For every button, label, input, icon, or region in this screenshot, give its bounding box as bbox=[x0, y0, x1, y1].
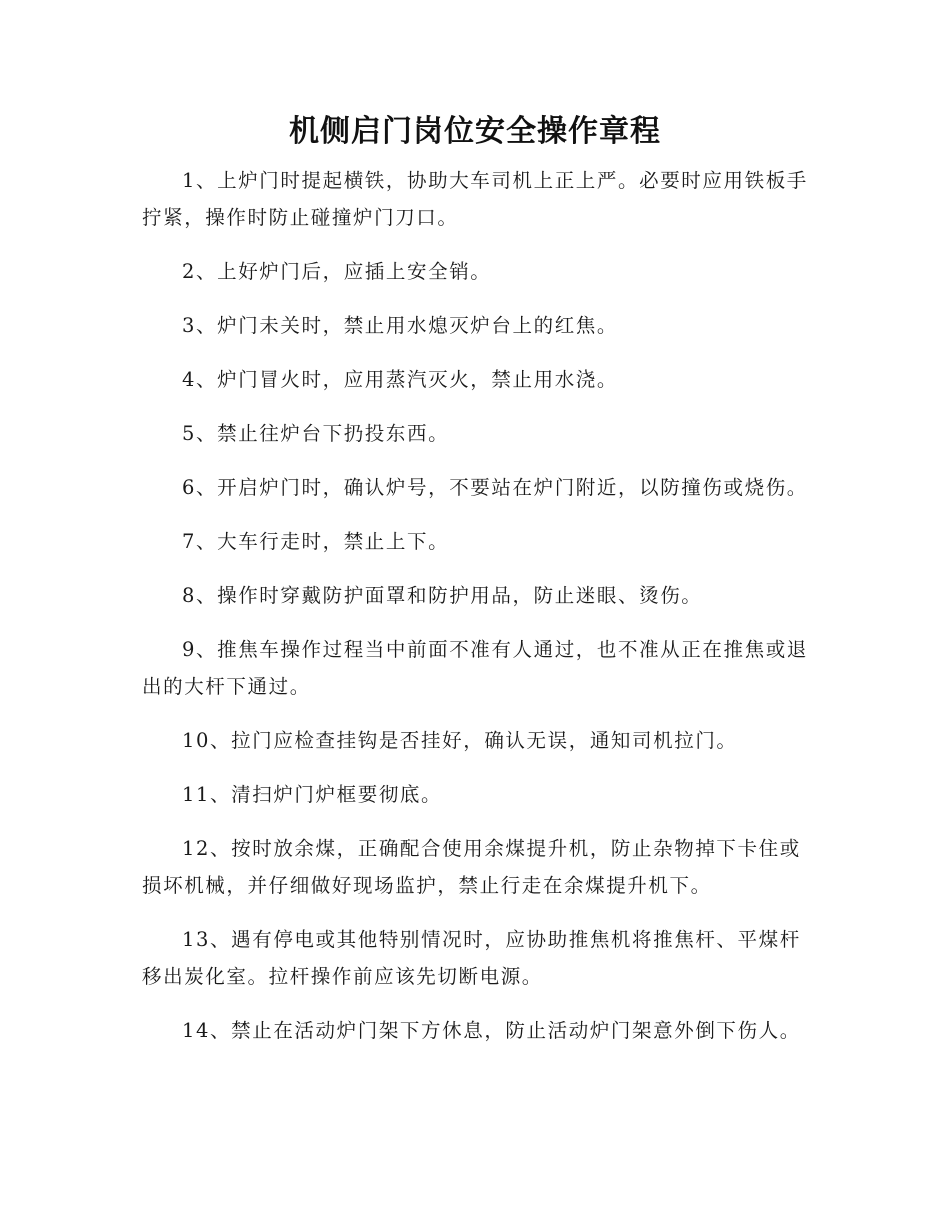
paragraph-4: 4、炉门冒火时，应用蒸汽灭火，禁止用水浇。 bbox=[182, 368, 619, 391]
paragraph-5: 5、禁止往炉台下扔投东西。 bbox=[182, 422, 450, 445]
paragraph-3: 3、炉门未关时，禁止用水熄灭炉台上的红焦。 bbox=[182, 314, 619, 337]
page-title: 机侧启门岗位安全操作章程 bbox=[289, 114, 661, 149]
paragraph-9: 9、推焦车操作过程当中前面不准有人通过，也不准从正在推焦或退出的大杆下通过。 bbox=[142, 638, 808, 698]
paragraph-1: 1、上炉门时提起横铁，协助大车司机上正上严。必要时应用铁板手拧紧，操作时防止碰撞炉门刀口。 bbox=[142, 169, 808, 229]
paragraph-10: 10、拉门应检查挂钩是否挂好，确认无误，通知司机拉门。 bbox=[182, 729, 738, 752]
paragraph-13: 13、遇有停电或其他特别情况时，应协助推焦机将推焦杆、平煤杆移出炭化室。拉杆操作前应该先切断电源。 bbox=[142, 928, 801, 988]
paragraph-8: 8、操作时穿戴防护面罩和防护用品，防止迷眼、烫伤。 bbox=[182, 584, 703, 607]
paragraph-6: 6、开启炉门时，确认炉号，不要站在炉门附近，以防撞伤或烧伤。 bbox=[182, 476, 808, 499]
paragraph-7: 7、大车行走时，禁止上下。 bbox=[182, 530, 450, 553]
paragraph-14: 14、禁止在活动炉门架下方休息，防止活动炉门架意外倒下伤人。 bbox=[182, 1019, 801, 1042]
paragraph-12: 12、按时放余煤，正确配合使用余煤提升机，防止杂物掉下卡住或损坏机械，并仔细做好现场监护，禁止行走在余煤提升机下。 bbox=[142, 837, 801, 897]
document-body bbox=[142, 162, 808, 1066]
paragraph-2: 2、上好炉门后，应插上安全销。 bbox=[182, 260, 492, 283]
paragraph-11: 11、清扫炉门炉框要彻底。 bbox=[182, 783, 443, 806]
